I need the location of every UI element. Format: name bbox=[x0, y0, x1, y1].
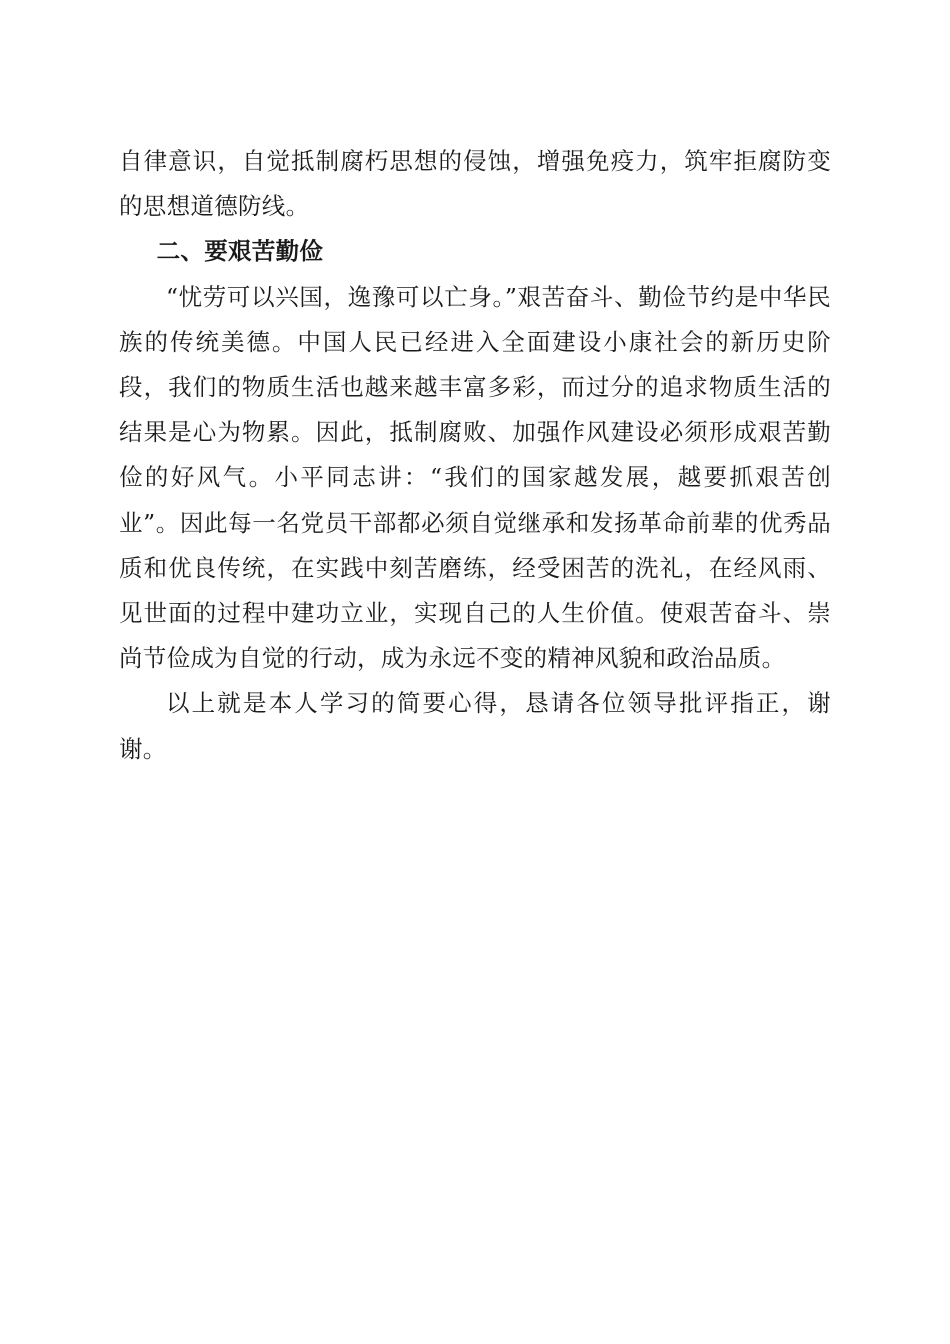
section-paragraph: “忧劳可以兴国，逸豫可以亡身。”艰苦奋斗、勤俭节约是中华民族的传统美德。中国人民已经进入全面建设小康社会的新历史阶段，我们的物质生活也越来越丰富多彩，而过分的追求物质生活的结果是心为物累。因此，抵制腐败、加强作风建设必须形成艰苦勤俭的好风气。小平同志讲：“我们的国家越发展，越要抓艰苦创业”。因此每一名党员干部都必须自觉继承和发扬革命前辈的优秀品质和优良传统，在实践中刻苦磨练，经受困苦的洗礼，在经风雨、见世面的过程中建功立业，实现自己的人生价值。使艰苦奋斗、崇尚节俭成为自觉的行动，成为永远不变的精神风貌和政治品质。 bbox=[119, 282, 831, 673]
section-heading: 二、要艰苦勤俭 bbox=[156, 237, 324, 266]
closing-paragraph: 以上就是本人学习的简要心得，恳请各位领导批评指正，谢谢。 bbox=[119, 689, 831, 763]
document-body bbox=[119, 139, 831, 772]
continuation-paragraph: 自律意识，自觉抵制腐朽思想的侵蚀，增强免疫力，筑牢拒腐防变的思想道德防线。 bbox=[119, 147, 831, 221]
